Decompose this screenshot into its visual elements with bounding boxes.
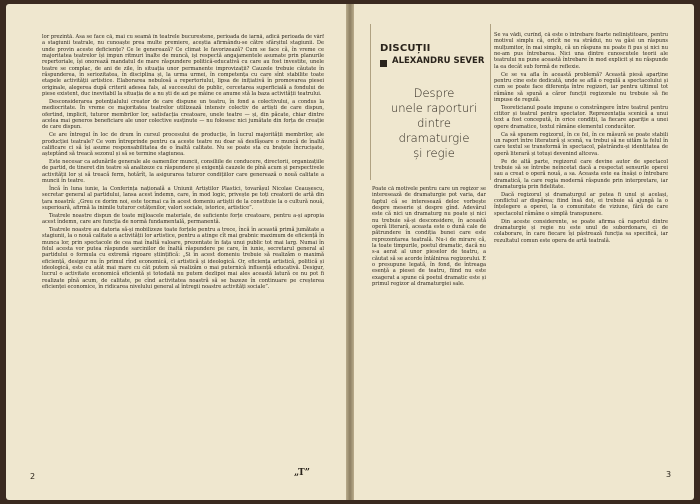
paragraph: Din aceste considerente, se poate afirma că raportul dintre dramaturgie și regie nu este unul de subordonare, ci de colaborare, în care fiecare își păstrează funcția sa specifică, iar rezultatul comun este opera de artă teatrală. — [494, 218, 668, 244]
paragraph: Încă în luna iunie, la Conferința națională a Uniunii Artiștilor Plastici, tovarășul Nicolae Ceaușescu, secretar general al partidului, lansa acest îndemn, care, în mod logic, privește pe toți creatorii de artă din țara noastră: „Greu ce dorim noi, este tocmai ca în acest domeniu artiștii de la constituie la o cultură nouă, superioară, afirmă la inimile tuturor cetățenilor, valori sociale, istorice, artistice”. — [42, 185, 324, 211]
signature: „T” — [294, 468, 310, 478]
left-text-column — [42, 34, 324, 472]
bullet-square-icon — [380, 60, 387, 67]
paragraph: Teatrele noastre au datoria să-și mobilizeze toate forțele pentru a trece, încă în această primă jumătate a stagiunii, la o nouă calitate a activității lor artistice, pentru a atinge cît mai grabnic maximum de eficiență în munca lor, prin spectacole de cea mai înaltă valoare, prezentate în fața unui public tot mai larg. Numai în felul acesta vor putea răspunde sarcinilor de înaltă răspundere pe care, în iunie, secretarul general al partidului o formula cu extremă rigoare științifică: „Si în acest domeniu trebuie să realizăm o maximă eficiență, desigur nu în primul rînd economică, ci artistică și ideologică. Or, eficiența artistică, politică și ideologică, este cu atât mai mare cu cât putem să realizăm o mai puternică influență educativă. Desigur, lucrul o activitate economică eficientă și totodată nu putem dezlipoi mai ales această latură ce nu pot fi realizate pînă acum, de calitate, pe cînd activitatea noastră să se bazeze în continuare pe creșterea eficienței economice, în ridicarea nivelului general al întregii noastre activități sociale”. — [42, 226, 324, 291]
divider — [490, 24, 491, 180]
book-gutter — [346, 4, 354, 500]
page-number: 2 — [30, 472, 36, 481]
paragraph: Dacă regizorul și dramaturgul ar putea fi unul și același, conflictul ar dispărea; fiind însă doi, ei trebuie să ajungă la o înțelegere a operei, la o comunitate de viziune, fără de care spectacolul rămâne o simplă transpunere. — [494, 191, 668, 217]
title-line: și regie — [413, 146, 455, 160]
title-line: dintre — [417, 116, 451, 130]
page-number: 3 — [666, 470, 672, 479]
paragraph: Poate că motivele pentru care un regizor se interesează de dramaturgie pot varia, dar faptul că se interesează deloc vorbește despre meserie și despre gînd. Adevărul este că nici un dramaturg nu poate și nici nu trebuie să-și desconsidere, în această operă literară, aceasta este o dună cale de pătrundere în condiția bunei care este reprezentarea teatrală. Nu-i de mirare că, la toate timpurile, poetul dramatic, dacă nu s-a aerat al unor pieselor de teatru, a căutat să se acorde întâlnirea regizorului. E o presupune legată, în fond, de întreaga esență a piesei de teatru, fiind nu este exagerat a spune că poetul dramatic este și primul regizor al dramaturgiei sale. — [372, 186, 486, 288]
paragraph: Ce se va afla în această problemă? Această piesă aparține pentru cine este dedicată, unde se află o regulă a spectacolului și cum se poate face diferența între regizori, iar pentru ultimul tot rămâne să spună a căror funcții regizorale nu trebuie să fie impuse de regulă. — [494, 71, 668, 103]
paragraph: Se va vădi, curînd, că este o întrebare foarte neliniștitoare, pentru motivul simplu că, oricît ne va strădui, nu va găsi un răspuns mulțumitor, în mai simplu, că un răspuns nu poate fi pus și nici nu ne-am pus întrebarea. Nici una dintre cunoscutele teorii ale teatrului nu pune această întrebare în mod explicit și nu răspunde la ea decât sub formă de reflexie. — [494, 32, 668, 70]
article-title — [380, 86, 488, 161]
left-page — [6, 4, 346, 500]
paragraph: Desconsiderarea potențialului creator de care dispune un teatru, în fond a colectivului, a condus la mediocritate. În vreme ce majoritatea teatrelor utilizează intensiv colectiv de artiști de care dispun, ofertind, implicit, tuturor membrilor lor, satisfacția creatoare, unele teatre — și, din păcate, chiar dintre acelea mai generos beneficiare ale unor colective susținute — nu folosesc nici jumătate din forța de creație de care dispun. — [42, 98, 324, 131]
paragraph: Pe de altă parte, regizorul care devine autor de spectacol trebuie să se întrebe neîncetat dacă a respectat sensurile operei sau a creat o operă nouă, a sa. Aceasta este ea însăși o întrebare dramatică, la care regia modernă răspunde prin interpretare, iar dramaturgia prin fidelitate. — [494, 158, 668, 190]
section-label: DISCUȚII — [380, 43, 431, 54]
title-line: dramaturgie — [398, 131, 470, 145]
author-name: ALEXANDRU SEVER — [392, 56, 485, 66]
article-column-1 — [372, 186, 486, 464]
right-page — [354, 4, 694, 500]
article-column-2 — [494, 32, 668, 464]
paragraph: Teatrele noastre dispun de toate mijloacele materiale, de suficiente forțe creatoare, pentru a-și apropia acest îndemn, care are funcția de normă fundamentală, permanentă. — [42, 212, 324, 226]
paragraph: Ca să spunem regizorul, în ce fel, în ce măsură se poate stabili un raport între literatură și scenă, va trebui să ne uităm la felul în care textul se transformă în spectacol, păstrându-și identitatea de operă literară și totuși devenind altceva. — [494, 131, 668, 157]
paragraph: Este necesar ca adunările generale ale oamenilor muncii, consiliile de conducere, directorii, organizațiile de partid, de tineret din teatre să analizeze cu răspundere și exigență cauzele de pînă acum și perspectivele activității lor și să treacă ferm, hotărît, la asigurarea tuturor condițiilor care generează o nouă calitate a muncii în teatre. — [42, 159, 324, 185]
title-line: Despre — [413, 86, 455, 100]
paragraph: lor prezintă. Asa se face că, mai cu seamă în teatrele bucurestene, perioada de iarnă, adică perioada de vârf a stagiunii teatrale, nu cunoaște prea multe premiere, aceștia afirmându-se către sfârșitul stagiunii. De unde provin aceste deficiențe? Ce le generează? Ce climat le favorizează? Cum se face că, în vreme ce majoritatea teatrelor își impun ritmuri înalte de muncă, iși respectă angajamentele asumate prin planurile repertoriale, își onorează mandatul de mare răspundere politică-educativă cu care au fost investite, unele teatre se complac, de ani de zile, în situația unor permanente improvizații? Cauzele trebuie căutate în răspunderea, în seriozitatea, în disciplina și, la urma urmei, în competența cu care sînt stabilite toate etapele activității artistice. Elaborarea nebulosă a repertoriului, lipsa de inițiativă în promovarea piesei originale, alegerea după criterii adesea fals, al succesului de public, cercetarea superficială a fondului de piese existent, duc inevitabil la situația de a nu ști de azi pe mâine ce anume stă la baza activității teatrului. — [42, 34, 324, 98]
paragraph: Teoreticianul poate impune o constrângere între teatrul pentru cititor și teatrul pentru spectator. Reprezentația scenică a unui text a fost concepută, în orice condiții, la fiecare apariție a unei opere dramatice, textul rămâne elementul conducător. — [494, 104, 668, 130]
divider — [370, 24, 371, 180]
paragraph: Ce are întregul în loc de drum în cursul procesului de producție, în lucrul majorității membrilor, ale producției teatrale? Ce vom întreprinde pentru ca aceste teatre nu doar să desfășoare o muncă de înaltă calificare ci să își asume responsabilitatea de o înaltă calitate. Nu se poate sta cu brațele încrucișate, așteptând să treacă sezonul și să se termine stagiunea. — [42, 132, 324, 158]
title-line: unele raporturi — [390, 101, 478, 115]
